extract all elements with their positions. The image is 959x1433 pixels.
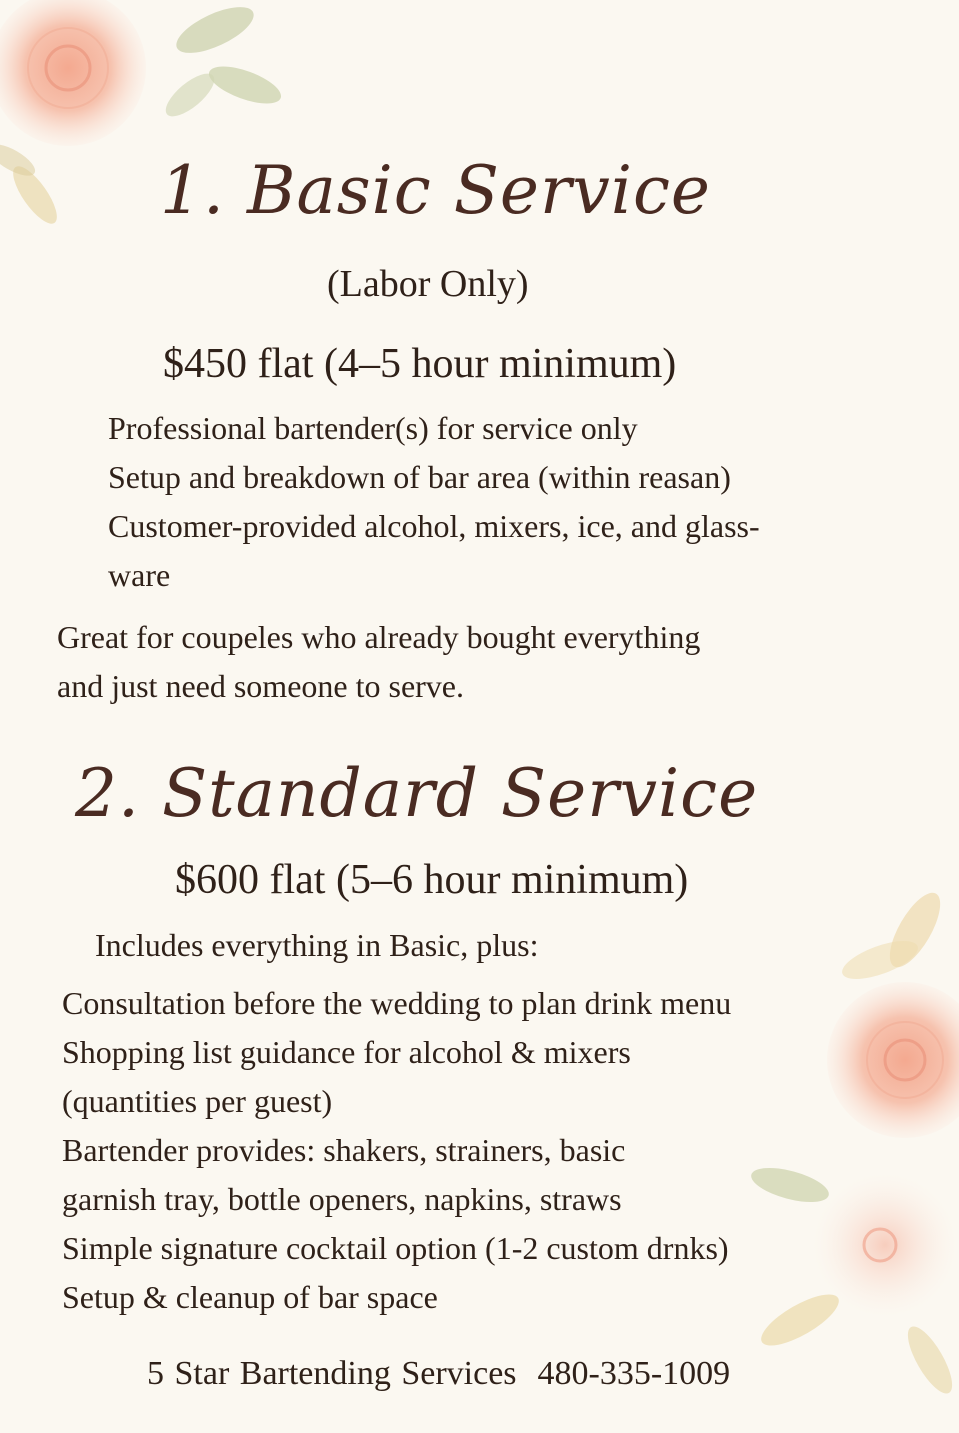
bottom-right-flower-icon [748,886,959,1400]
basic-service-subtitle: (Labor Only) [327,263,529,305]
list-item: Shopping list guidance for alcohol & mixers [62,1034,631,1070]
list-item: ware [108,557,171,593]
list-item: Setup and breakdown of bar area (within reasan) [108,459,731,495]
business-name: 5 Star Bartending Services [147,1355,517,1392]
list-item: Customer-provided alcohol, mixers, ice, and glass- [108,508,760,544]
standard-service-title: 2. Standard Service [75,755,759,832]
list-item: garnish tray, bottle openers, napkins, straws [62,1181,622,1217]
standard-service-price: $600 flat (5–6 hour minimum) [175,857,689,903]
list-item: Setup & cleanup of bar space [62,1279,438,1315]
list-item: Consultation before the wedding to plan drink menu [62,985,732,1021]
standard-service-intro: Includes everything in Basic, plus: [95,927,539,963]
basic-service-title: 1. Basic Service [160,152,711,229]
list-item: Bartender provides: shakers, strainers, basic [62,1132,626,1168]
phone-number: 480-335-1009 [537,1355,731,1392]
basic-service-note: Great for coupeles who already bought everything [57,619,701,655]
list-item: Professional bartender(s) for service only [108,410,638,446]
list-item: (quantities per guest) [62,1083,333,1119]
footer [147,1355,730,1393]
basic-service-note: and just need someone to serve. [57,668,464,704]
basic-service-price: $450 flat (4–5 hour minimum) [163,341,677,387]
list-item: Simple signature cocktail option (1-2 custom drnks) [62,1230,729,1266]
